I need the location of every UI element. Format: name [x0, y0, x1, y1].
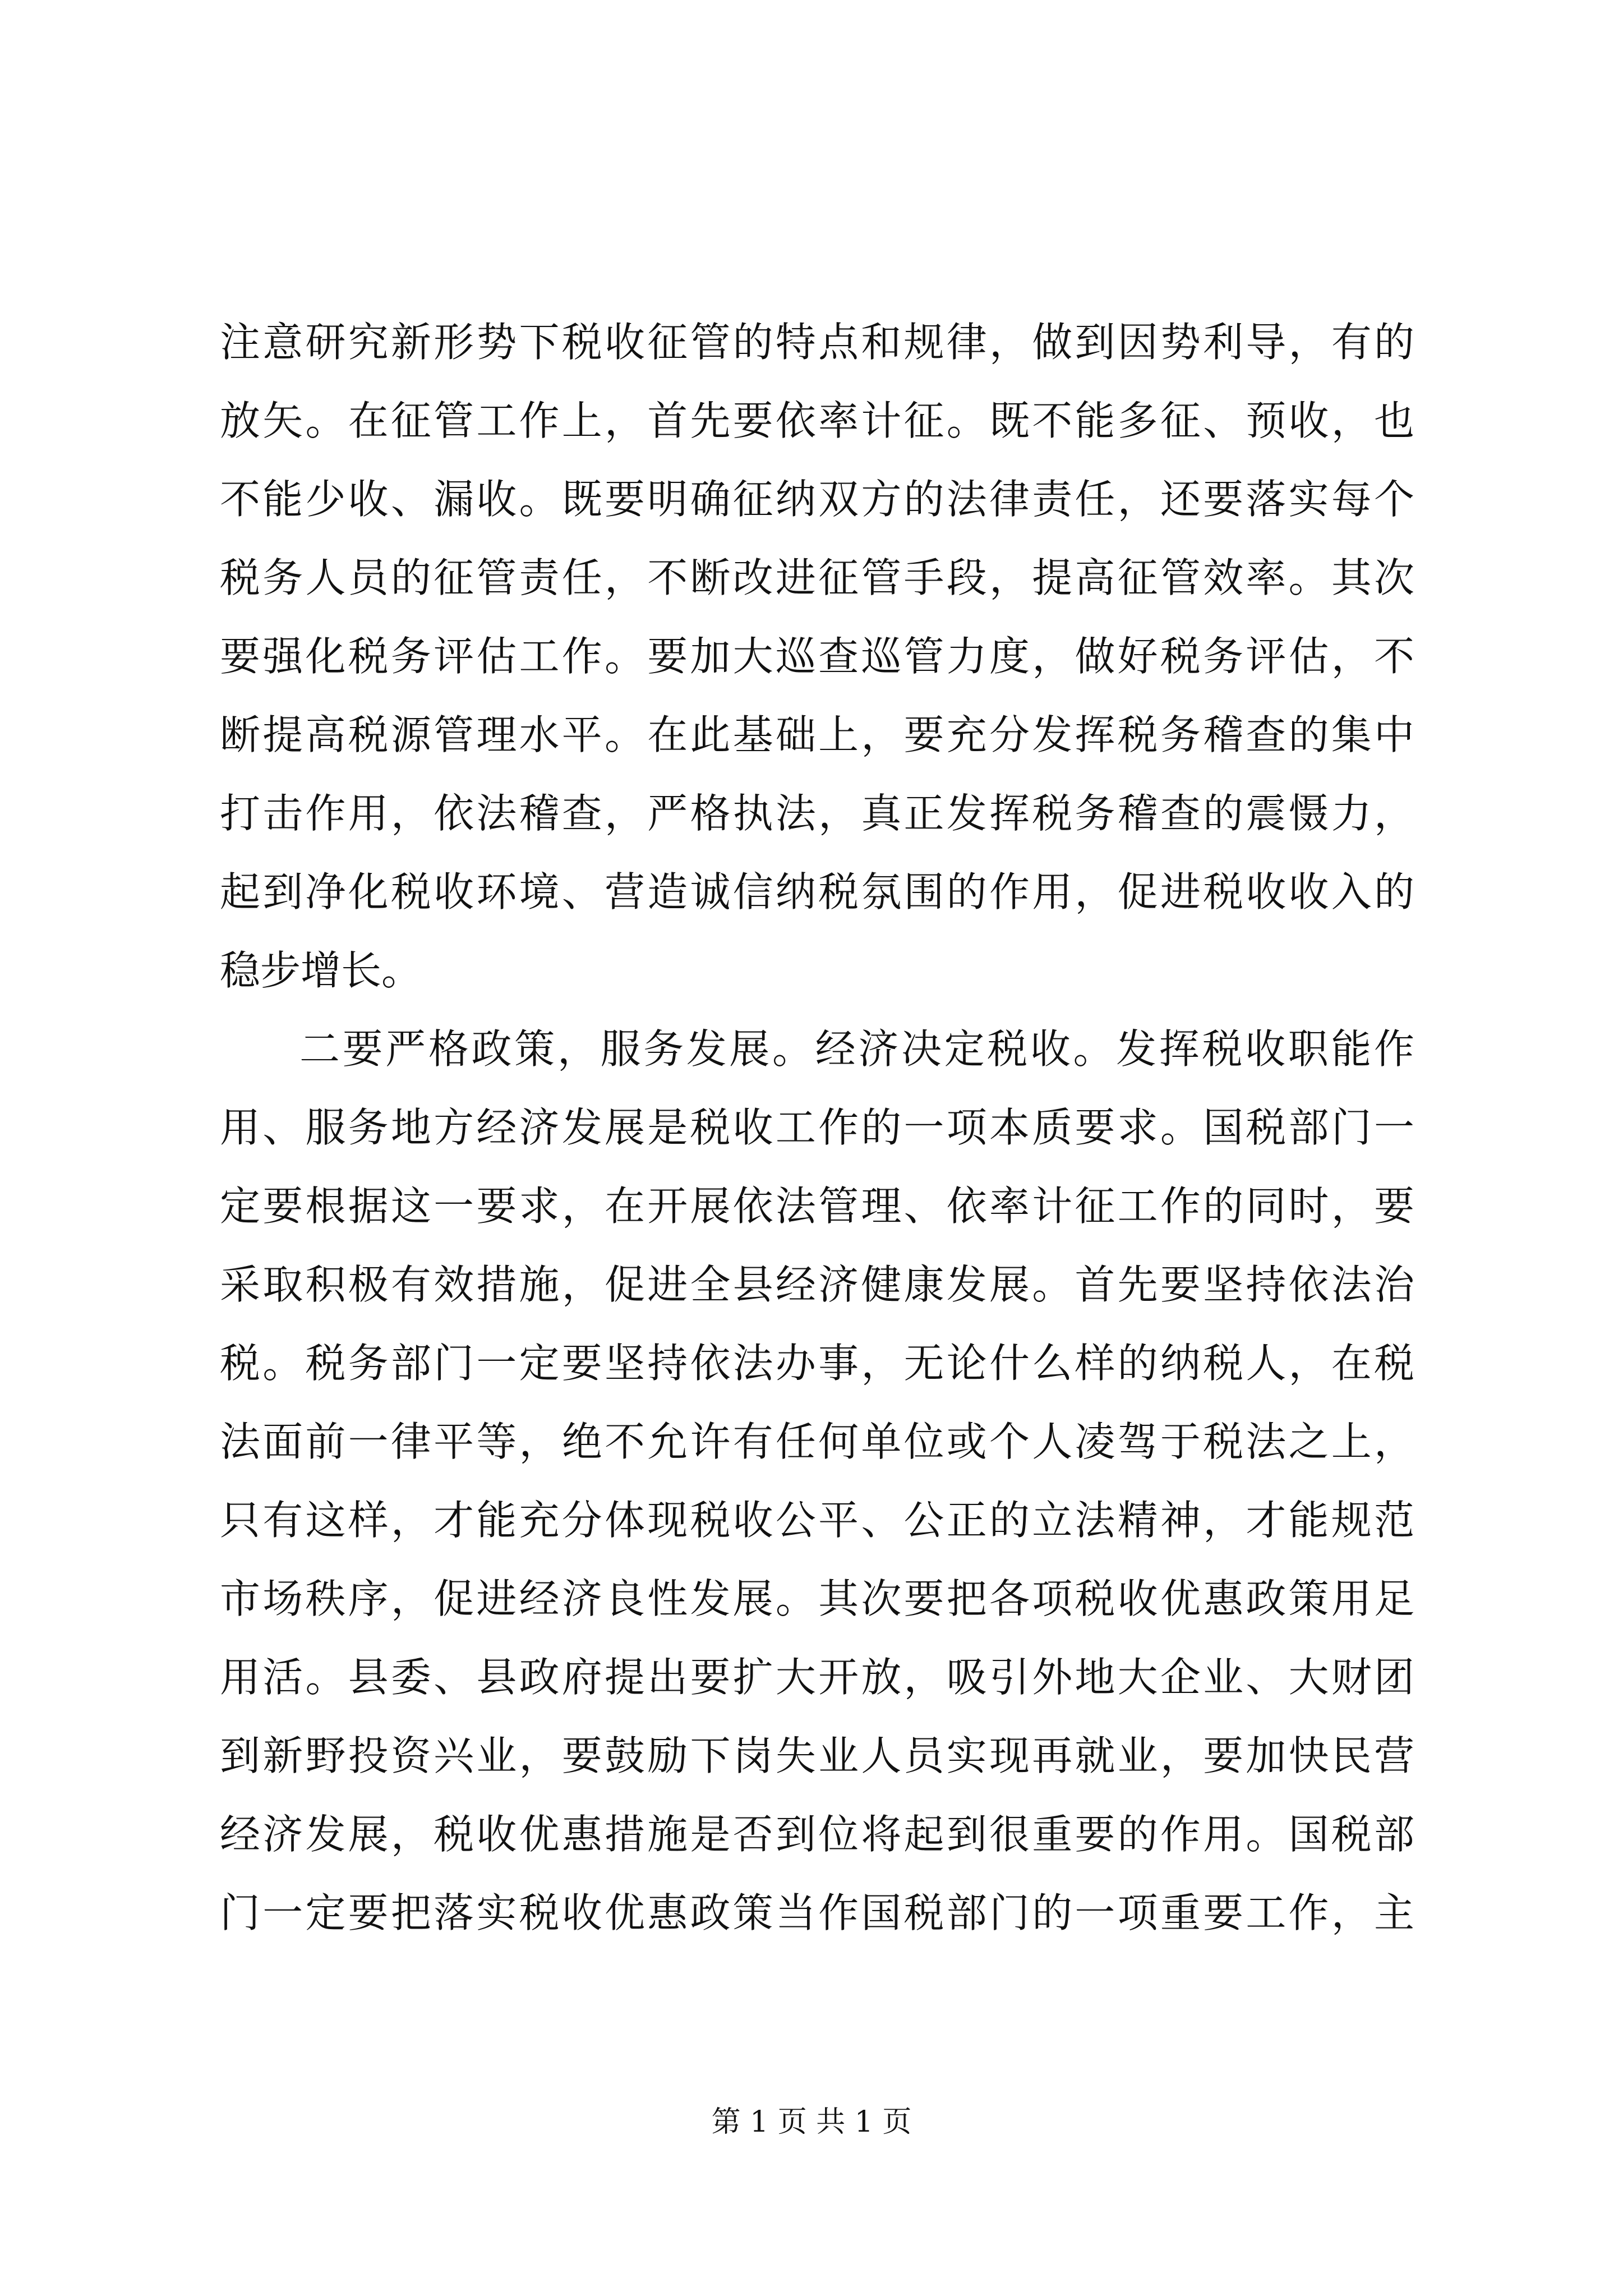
text-line: 放矢。在征管工作上，首先要依率计征。既不能多征、预收，也: [220, 397, 1414, 444]
text-line: 到新野投资兴业，要鼓励下岗失业人员实现再就业，要加快民营: [220, 1732, 1414, 1779]
text-line: 税。税务部门一定要坚持依法办事，无论什么样的纳税人，在税: [220, 1340, 1414, 1387]
text-line: 稳步增长。: [220, 947, 422, 994]
text-line: 只有这样，才能充分体现税收公平、公正的立法精神，才能规范: [220, 1497, 1414, 1544]
text-line: 法面前一律平等，绝不允许有任何单位或个人凌驾于税法之上，: [220, 1418, 1414, 1465]
text-line: 注意研究新形势下税收征管的特点和规律，做到因势利导，有的: [220, 319, 1414, 366]
document-body: [220, 303, 1414, 1952]
text-line: 要强化税务评估工作。要加大巡查巡管力度，做好税务评估，不: [220, 633, 1414, 680]
paragraph-first-line: 二要严格政策，服务发展。经济决定税收。发挥税收职能作: [299, 1025, 1414, 1073]
text-line: 采取积极有效措施，促进全县经济健康发展。首先要坚持依法治: [220, 1261, 1414, 1308]
text-line: 打击作用，依法稽查，严格执法，真正发挥税务稽查的震慑力，: [220, 790, 1414, 837]
text-line: 税务人员的征管责任，不断改进征管手段，提高征管效率。其次: [220, 554, 1414, 601]
text-line: 用、服务地方经济发展是税收工作的一项本质要求。国税部门一: [220, 1104, 1414, 1151]
text-line: 断提高税源管理水平。在此基础上，要充分发挥税务稽查的集中: [220, 711, 1414, 758]
text-line: 用活。县委、县政府提出要扩大开放，吸引外地大企业、大财团: [220, 1654, 1414, 1701]
text-line: 门一定要把落实税收优惠政策当作国税部门的一项重要工作，主: [220, 1889, 1414, 1936]
text-line: 经济发展，税收优惠措施是否到位将起到很重要的作用。国税部: [220, 1811, 1414, 1858]
text-line: 起到净化税收环境、营造诚信纳税氛围的作用，促进税收收入的: [220, 868, 1414, 915]
text-line: 市场秩序，促进经济良性发展。其次要把各项税收优惠政策用足: [220, 1575, 1414, 1622]
text-line: 定要根据这一要求，在开展依法管理、依率计征工作的同时，要: [220, 1182, 1414, 1230]
text-line: 不能少收、漏收。既要明确征纳双方的法律责任，还要落实每个: [220, 476, 1414, 523]
page-footer: 第 1 页 共 1 页: [711, 2105, 912, 2139]
